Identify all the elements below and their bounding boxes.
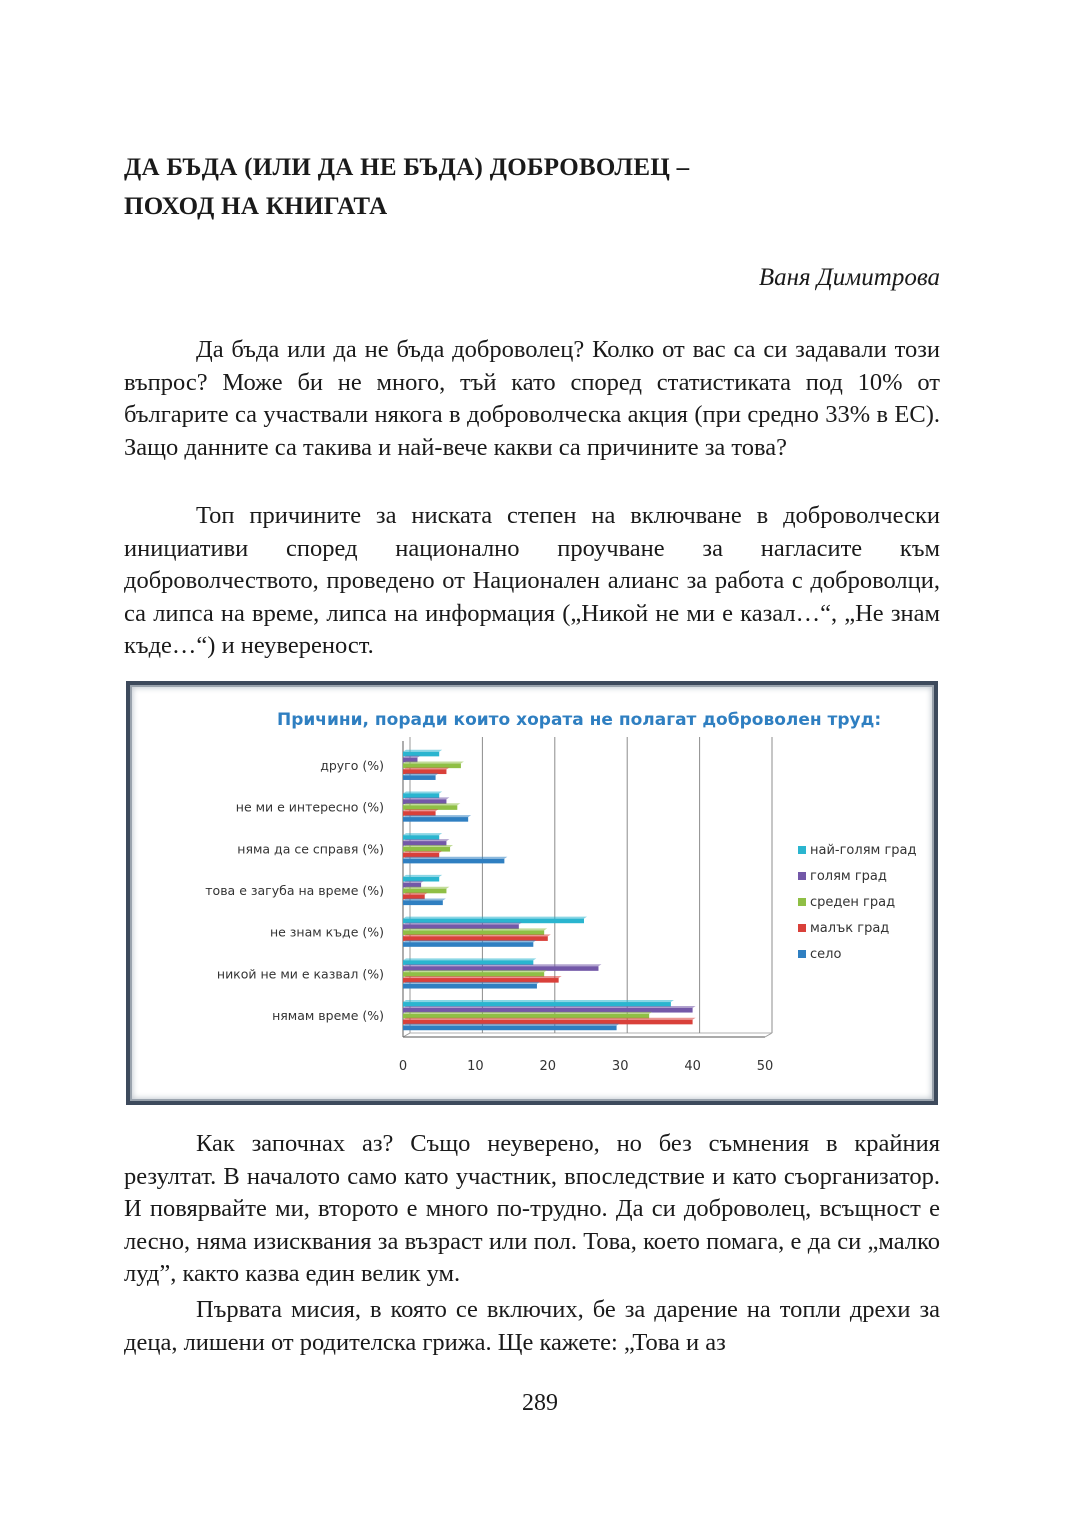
bar-top-face: [403, 1024, 620, 1026]
bar-top-face: [403, 756, 420, 758]
category-label: не знам къде (%): [269, 924, 384, 940]
chart-figure: [126, 681, 938, 1105]
bar-top-face: [403, 767, 449, 769]
bar-top-face: [403, 923, 522, 925]
x-tick-label-0: 0: [398, 1059, 408, 1074]
bar-top-face: [403, 1012, 652, 1014]
article-title-line-2: ПОХОД НА КНИГАТА: [124, 193, 388, 220]
paragraph-2: Топ причините за ниската степен на включване в доброволчески инициативи според национално проучване за нагласите към доброволчеството, проведено от Национален алианс за работа с доброволци, са липса на време, липса на информация („Никой не ми е казал…“, „Не знам къде…“) и неувереност.: [124, 502, 940, 659]
bar-top-face: [403, 845, 453, 847]
bar: [403, 942, 533, 947]
bar-top-face: [403, 803, 460, 805]
chart-title: Причини, поради които хората не полагат доброволен труд:: [277, 710, 882, 730]
bar-top-face: [403, 1000, 674, 1002]
article-title: [124, 148, 944, 226]
bar-top-face: [403, 791, 442, 793]
bar-top-face: [403, 1006, 696, 1008]
category-label: никой не ми е казвал (%): [216, 966, 384, 982]
bar: [403, 901, 443, 906]
bar-top-face: [403, 940, 536, 942]
bar-top-face: [403, 815, 471, 817]
author-name: Ваня Димитрова: [758, 264, 940, 291]
bar: [403, 859, 504, 864]
x-tick-label-50: 50: [756, 1059, 774, 1074]
bar-top-face: [403, 809, 439, 811]
legend-label: среден град: [810, 895, 896, 910]
legend-swatch: [798, 846, 806, 854]
legend-swatch: [798, 898, 806, 906]
bar-top-face: [403, 797, 449, 799]
paragraph-3: Как започнах аз? Също неуверено, но без съмнения в крайния резултат. В началото само като участник, впоследствие и като съорганизатор. И повярвайте ми, второто е много по-трудно. Да си доброволец, всъщност е лесно, няма изисквания за възраст или пол. Това, което помага, е да си „малко луд”, както казва един велик ум.: [124, 1130, 940, 1287]
bar-top-face: [403, 982, 540, 984]
bar-top-face: [403, 899, 446, 901]
bar-top-face: [403, 773, 439, 775]
floor-right-edge: [765, 1033, 772, 1037]
x-tick-label-10: 10: [467, 1059, 484, 1074]
bar-top-face: [403, 1018, 696, 1020]
category-label: друго (%): [320, 757, 384, 773]
bar-top-face: [403, 928, 547, 930]
bar-top-face: [403, 976, 562, 978]
legend-swatch: [798, 872, 806, 880]
paragraph-1: Да бъда или да не бъда доброволец? Колко от вас са си задавали този въпрос? Може би не много, тъй като според статистиката под 10% от българите са участвали някога в доброволческа акция (при средно 33% в ЕС). Защо данните са такива и най-вече какви са причините за това?: [124, 336, 940, 461]
legend-label: малък град: [810, 921, 890, 936]
bar-top-face: [403, 851, 442, 853]
paragraph-4: Първата мисия, в която се включих, бе за дарение на топли дрехи за деца, лишени от родителска грижа. Ще кажете: „Това и аз: [124, 1296, 940, 1356]
category-label: не ми е интересно (%): [235, 799, 384, 815]
bar-top-face: [403, 762, 464, 764]
page-number: 289: [522, 1390, 558, 1416]
category-label: това е загуба на време (%): [205, 883, 384, 898]
bar-top-face: [403, 970, 547, 972]
bar: [403, 1026, 617, 1031]
article-title-line-1: ДА БЪДА (ИЛИ ДА НЕ БЪДА) ДОБРОВОЛЕЦ –: [124, 154, 690, 181]
category-label: няма да се справя (%): [237, 841, 384, 857]
bar-top-face: [403, 857, 507, 859]
bar-top-face: [403, 839, 449, 841]
bar-top-face: [403, 887, 449, 889]
legend-swatch: [798, 950, 806, 958]
bar: [403, 817, 468, 822]
bar-top-face: [403, 833, 442, 835]
bar-top-face: [403, 917, 587, 919]
bar: [403, 984, 537, 989]
legend-swatch: [798, 924, 806, 932]
legend-label: най-голям град: [810, 843, 917, 858]
bar-top-face: [403, 750, 442, 752]
x-tick-label-40: 40: [684, 1059, 701, 1074]
bar-top-face: [403, 964, 601, 966]
bar-top-face: [403, 875, 442, 877]
legend-label: село: [810, 947, 842, 962]
x-tick-label-30: 30: [611, 1059, 629, 1074]
category-label: нямам време (%): [272, 1008, 384, 1024]
bar-top-face: [403, 881, 424, 883]
bar-top-face: [403, 934, 551, 936]
bar-chart: [130, 685, 934, 1101]
bar-top-face: [403, 893, 428, 895]
bar-top-face: [403, 958, 536, 960]
bar: [403, 775, 436, 780]
legend-label: голям град: [810, 869, 887, 884]
x-tick-label-20: 20: [539, 1059, 557, 1074]
